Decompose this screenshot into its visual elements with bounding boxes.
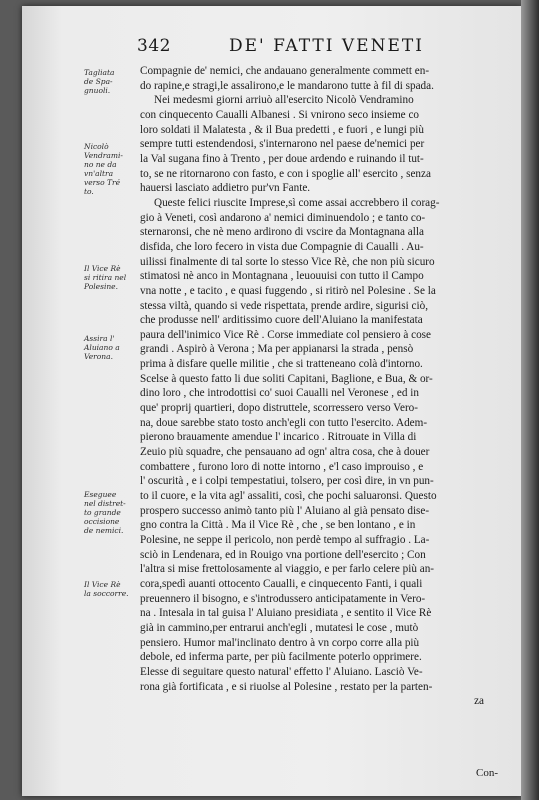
text-line: vna notte , e tacito , e quasi fuggendo , si ritirò nel Polesine . Se la [140, 284, 436, 297]
text-line: to il cuore, e la vita agl' assaliti, così, che pochi saluaronsi. Questo [140, 490, 437, 503]
text-line: Zeuio più squadre, che pensauano ad ogn' altra cosa, che à douer [140, 446, 430, 459]
body-text [140, 64, 502, 709]
text-line: preuennero il bisogno, e s'introdussero anticipatamente in Vero- [140, 592, 426, 605]
margin-note-line: to. [84, 187, 94, 196]
text-line: pensiero. Humor mal'inclinato dentro à vn corpo corre alla più [140, 636, 420, 649]
text-line: na . Intesala in tal guisa l' Aluiano presidiata , e sentito il Vice Rè [140, 607, 432, 620]
margin-note-line: si ritira nel [84, 273, 127, 282]
text-line: sciò in Lendenara, ed in Rouigo vna portione dell'esercito ; Con [140, 548, 426, 561]
text-line: pierono brauamente amendue l' incarico . Ritrouate in Villa di [140, 431, 417, 444]
page-header [137, 36, 502, 58]
margin-note-line: Nicolò [84, 142, 109, 151]
margin-note-line: Il Vice Rè [84, 264, 121, 273]
text-line: uilissi finalmente di tal sorte lo stesso Vice Rè, che non più sicuro [140, 255, 435, 268]
margin-note [84, 580, 146, 598]
margin-note [84, 334, 146, 361]
text-line: cora,spedì auanti ottocento Caualli, e cinquecento Fanti, i quali [140, 577, 423, 590]
text-line: gno contra la Città . Ma il Vice Rè , che , se ben lontano , e in [140, 519, 416, 532]
margin-note-line: Eseguee [84, 490, 117, 499]
text-line: prima à disfare quelle militie , che si tratteneano colà d'intorno. [140, 358, 423, 371]
text-line: to, se ne ritornarono con fasto, e con i spoglie all' esercito , senza [140, 167, 431, 180]
margin-note-line: occisione [84, 517, 120, 526]
text-line: già in cammino,per entrarui anch'egli , mutatesi le cose , mutò [140, 621, 419, 634]
page-number: 342 [137, 36, 171, 56]
margin-note-line: no ne da [84, 160, 117, 169]
text-line: con cinquecento Caualli Albanesi . Si vnirono seco insieme co [140, 108, 419, 121]
text-line: Polesine, ne seppe il pericolo, non perdè tempo al suffragio . La- [140, 534, 430, 546]
text-line: disfida, che loro fecero in vista due Compagnie di Caualli . Au- [140, 240, 424, 253]
page-gutter-shadow [521, 0, 539, 800]
margin-note-line: Vendrami- [84, 151, 123, 160]
catchword: Con- [476, 767, 498, 779]
text-line: paura dell'inimico Vice Rè . Corse immediate col pensiero à cose [140, 328, 431, 341]
margin-note [84, 490, 146, 535]
text-line: do rapine,e stragi,le assalirono,e le mandarono tutte à fil di spada. [140, 79, 434, 92]
margin-note-line: vn'altra [84, 169, 114, 178]
text-line: Nei medesmi giorni arriuò all'esercito Nicolò Vendramino [154, 94, 414, 107]
margin-note-line: to grande [84, 508, 121, 517]
text-line: Elesse di seguitare questo natural' effetto l' Aluiano. Lasciò Ve- [140, 665, 423, 678]
margin-note-line: de nemici. [84, 526, 124, 535]
margin-note-line: verso Tré [84, 178, 121, 187]
text-line: sternaronsi, che nè meno ardirono di vscire da Montagnana alla [140, 226, 424, 239]
text-line: que' proprij quartieri, dopo distruttele, scorressero verso Vero- [140, 402, 418, 415]
text-line: l'altra si mise frettolosamente al viaggio, e per farlo celere più an- [140, 563, 435, 576]
text-line: loro soldati il Malatesta , & il Bua predetti , e fuori , e lungi più [140, 123, 424, 136]
text-line: sempre tutti estendendosi, s'internarono nel paese de'nemici per [140, 138, 425, 151]
text-line: rona già fortificata , e si riuolse al Polesine , restato per la parten- [140, 680, 433, 693]
text-line: Compagnie de' nemici, che andauano generalmente commett en- [140, 65, 430, 77]
text-line: hauersi lasciato addietro pur'vn Fante. [140, 182, 311, 195]
text-line: Scelse à questo fatto li due soliti Capitani, Baglione, e Bua, & or- [140, 372, 433, 385]
margin-note-line: Verona. [84, 352, 113, 361]
text-line: na, doue sarebbe stato tosto anch'egli con tutto l'esercito. Adem- [140, 416, 428, 429]
margin-note-line: Tagliata [84, 68, 115, 77]
margin-note [84, 142, 146, 196]
text-line: prospero successo animò tanto più l' Aluiano al già pensato dise- [140, 504, 430, 517]
text-line: l' oscurità , e i colpi tempestatiui, tolsero, per così dire, in vn pun- [140, 475, 434, 488]
margin-note-line: nel distret- [84, 499, 126, 508]
text-line: debole, ed inferma parte, per più facilmente poterlo opprimere. [140, 651, 422, 664]
text-line: gio à Veneti, così andarono a' nemici diminuendolo ; e tanto co- [140, 211, 426, 224]
text-line: la Val sugana fino à Trento , per doue ardendo e ruinando il tut- [140, 152, 424, 165]
text-line: stimatosi nè anco in Montagnana , leuouuisi con tutto il Campo [140, 270, 424, 283]
margin-note-line: gnuoli. [84, 86, 111, 95]
margin-note-line: Polesine. [84, 282, 118, 291]
text-line: combattere , furono loro di notte intorno , e'l caso improuiso , e [140, 460, 424, 473]
margin-note-line: la soccorre. [84, 589, 129, 598]
margin-note-line: Assira l' [84, 334, 115, 343]
text-line: che produsse nell' arditissimo cuore dell'Aluiano la manifestata [140, 314, 423, 327]
margin-note-line: Il Vice Rè [84, 580, 121, 589]
margin-note [84, 68, 146, 95]
text-line: grandi . Aspirò à Verona ; Ma per appianarsi la strada , pensò [140, 343, 414, 356]
book-page [22, 6, 522, 796]
margin-note [84, 264, 146, 291]
running-title: DE' FATTI VENETI [229, 36, 424, 56]
text-line: Queste felici riuscite Imprese,sì come assai accrebbero il corag- [154, 196, 440, 209]
margin-note-line: Aluiano a [84, 343, 120, 352]
text-line: stessa viltà, quando si vede rispettata, prende ardire, sigurisi ciò, [140, 299, 428, 312]
text-line: za [474, 695, 484, 708]
margin-note-line: de Spa- [84, 77, 113, 86]
text-line: dino loro , che introdottisi co' suoi Caualli nel Veronese , ed in [140, 387, 419, 400]
